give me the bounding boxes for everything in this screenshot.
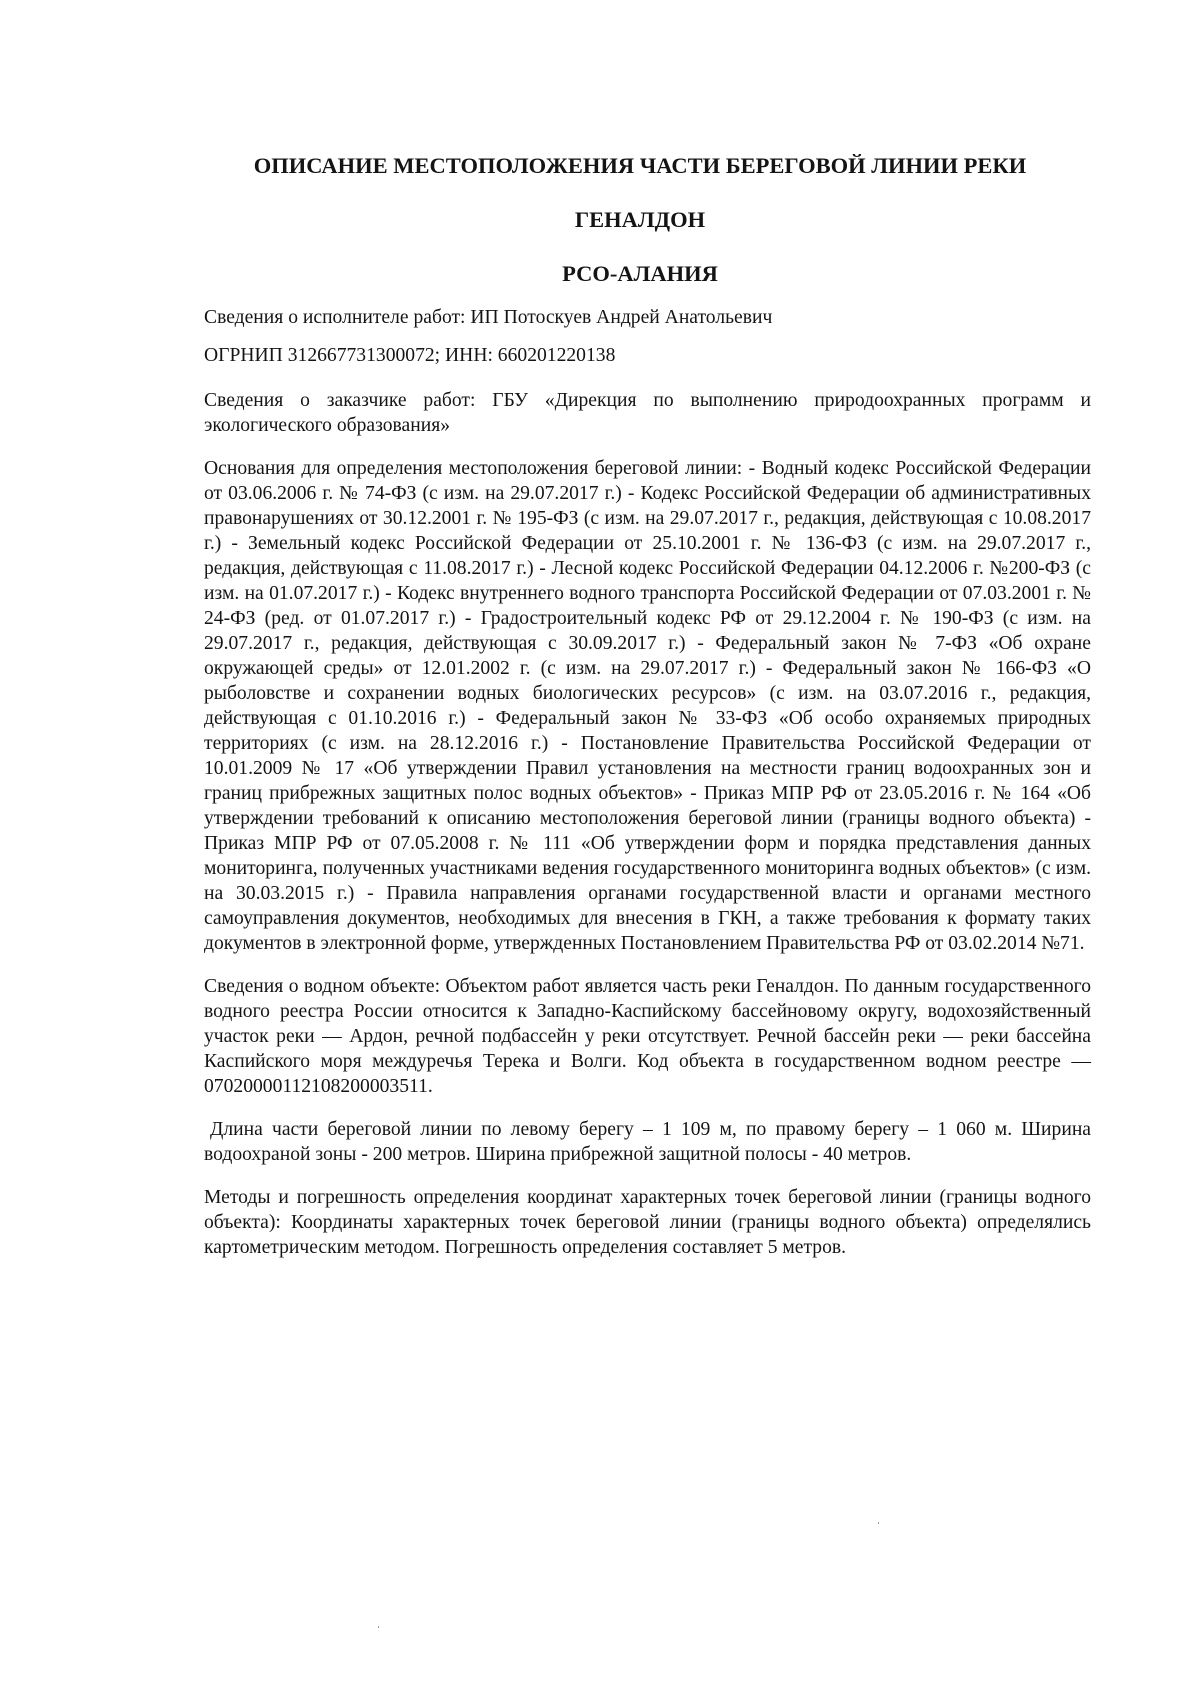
water-body-info: Сведения о водном объекте: Объектом работ является часть реки Геналдон. По данным государственного водного реестра России относится к Западно-Каспийскому бассейновому округу, водохозяйственный участок реки — Ардон, речной подбассейн у реки отсутствует. Речной бассейн реки — реки бассейна Каспийского моря междуречья Терека и Волги. Код объекта в государственном водном реестре — 07020000112108200003511. <box>204 976 1091 1097</box>
registration-numbers: ОГРНИП 312667731300072; ИНН: 660201220138 <box>204 345 616 366</box>
methods-and-accuracy: Методы и погрешность определения координат характерных точек береговой линии (границы водного объекта): Координаты характерных точек береговой линии (границы водного объекта) определялись картометрическим методом. Погрешность определения составляет 5 метров. <box>204 1187 1091 1258</box>
contractor-info: Сведения о исполнителе работ: ИП Потоскуев Андрей Анатольевич <box>204 307 773 328</box>
legal-grounds-paragraph: Основания для определения местоположения береговой линии: - Водный кодекс Российской Федерации от 03.06.2006 г. № 74-ФЗ (с изм. на 29.07.2017 г.) - Кодекс Российской Федерации об административных правонарушениях от 30.12.2001 г. № 195-ФЗ (с изм. на 29.07.2017 г., редакция, действующая с 10.08.2017 г.) - Земельный кодекс Российской Федерации от 25.10.2001 г. № 136-ФЗ (с изм. на 29.07.2017 г., редакция, действующая с 11.08.2017 г.) - Лесной кодекс Российской Федерации 04.12.2006 г. №200-ФЗ (с изм. на 01.07.2017 г.) - Кодекс внутреннего водного транспорта Российской Федерации от 07.03.2001 г. № 24-ФЗ (ред. от 01.07.2017 г.) - Градостроительный кодекс РФ от 29.12.2004 г. № 190-ФЗ (с изм. на 29.07.2017 г., редакция, действующая с 30.09.2017 г.) - Федеральный закон № 7-ФЗ «Об охране окружающей среды» от 12.01.2002 г. (с изм. на 29.07.2017 г.) - Федеральный закон № 166-ФЗ «О рыболовстве и сохранении водных биологических ресурсов» (с изм. на 03.07.2016 г., редакция, действующая с 01.10.2016 г.) - Федеральный закон № 33-ФЗ «Об особо охраняемых природных территориях (с изм. на 28.12.2016 г.) - Постановление Правительства Российской Федерации от 10.01.2009 № 17 «Об утверждении Правил установления на местности границ водоохранных зон и границ прибрежных защитных полос водных объектов» - Приказ МПР РФ от 23.05.2016 г. № 164 «Об утверждении требований к описанию местоположения береговой линии (границы водного объекта) - Приказ МПР РФ от 07.05.2008 г. № 111 «Об утверждении форм и порядка представления данных мониторинга, полученных участниками ведения государственного мониторинга водных объектов» (с изм. на 30.03.2015 г.) - Правила направления органами государственной власти и органами местного самоуправления документов, необходимых для внесения в ГКН, а также требования к формату таких документов в электронной форме, утвержденных Постановлением Правительства РФ от 03.02.2014 №71. <box>204 458 1091 954</box>
title-line-1: ОПИСАНИЕ МЕСТОПОЛОЖЕНИЯ ЧАСТИ БЕРЕГОВОЙ ЛИНИИ РЕКИ <box>253 153 1027 178</box>
title-line-3: РСО-АЛАНИЯ <box>562 261 718 286</box>
scan-speck <box>878 1522 879 1524</box>
document-body <box>204 305 1091 1260</box>
customer-info: Сведения о заказчике работ: ГБУ «Дирекция по выполнению природоохранных программ и экологического образования» <box>204 390 1091 436</box>
scan-speck <box>378 1626 379 1628</box>
shoreline-lengths: Длина части береговой линии по левому берегу – 1 109 м, по правому берегу – 1 060 м. Ширина водоохраной зоны - 200 метров. Ширина прибрежной защитной полосы - 40 метров. <box>204 1119 1091 1165</box>
title-line-2: ГЕНАЛДОН <box>574 207 706 232</box>
document-title <box>200 152 1080 288</box>
